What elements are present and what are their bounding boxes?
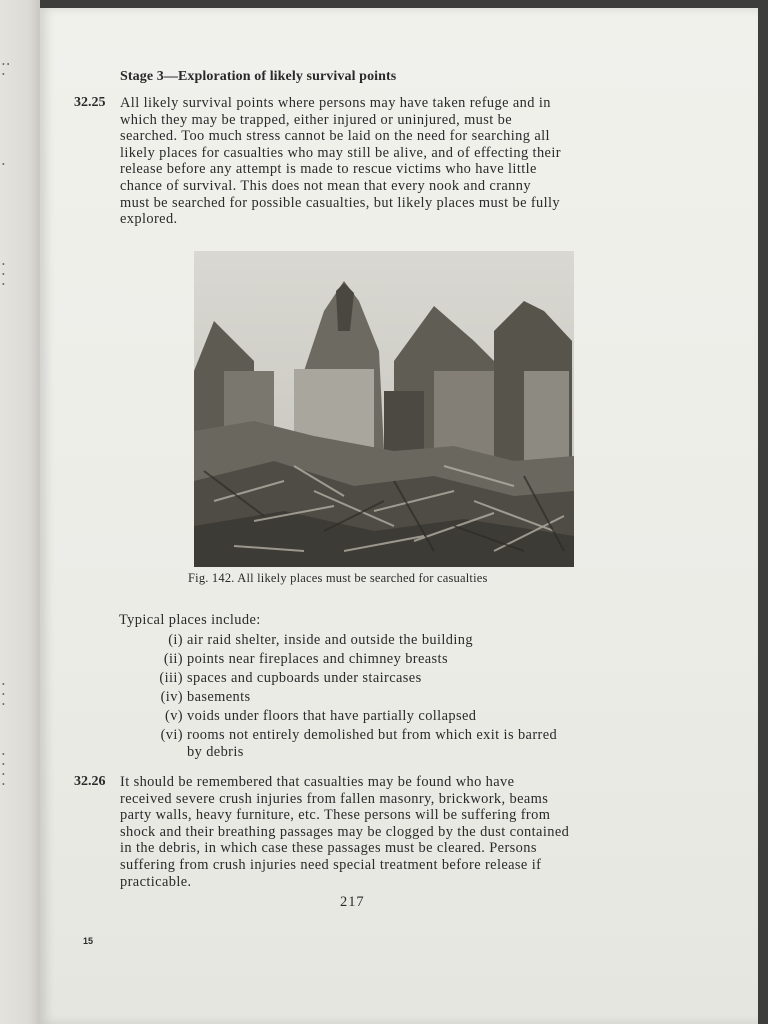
paragraph-line: which they may be trapped, either injured or uninjured, must be (120, 111, 513, 128)
paragraph-line: All likely survival points where persons may have taken refuge and in (120, 95, 551, 111)
facing-page-bleed-text: • • • • (2, 750, 5, 789)
list-item-text-continued: by debris (187, 744, 244, 760)
book-page (40, 8, 758, 1024)
paragraph-line: likely places for casualties who may still be alive, and of effecting their (120, 144, 561, 161)
list-item (145, 632, 655, 651)
list-item (145, 708, 655, 727)
list-item-number: (ii) (163, 651, 183, 667)
list-item-number: (iii) (159, 670, 183, 686)
list-item-number: (vi) (160, 727, 183, 743)
bomb-damage-photo (194, 251, 574, 567)
list-item-text: basements (187, 689, 251, 705)
list-item-number: (i) (168, 632, 183, 648)
facing-page-bleed-text: • • • (2, 60, 10, 79)
section-heading: Stage 3—Exploration of likely survival points (120, 69, 397, 84)
facing-page-edge (0, 0, 40, 1024)
paragraph-line: received severe crush injuries from fallen masonry, brickwork, beams (120, 790, 549, 807)
list-item-number: (iv) (160, 689, 183, 705)
facing-page-bleed-text: • • • (2, 680, 5, 709)
list-item-text: voids under floors that have partially collapsed (187, 708, 477, 724)
list-item (145, 727, 655, 765)
figure-photograph (194, 251, 574, 567)
paragraph-number: 32.25 (74, 95, 106, 110)
paragraph-32-25 (120, 95, 661, 228)
list-item-text: air raid shelter, inside and outside the building (187, 632, 473, 648)
paragraph-line: chance of survival. This does not mean that every nook and cranny (120, 177, 531, 194)
paragraph-line: must be searched for possible casualties, but likely places must be fully (120, 194, 561, 211)
paragraph-line: practicable. (120, 873, 192, 890)
list-item-text: spaces and cupboards under staircases (187, 670, 422, 686)
list-intro: Typical places include: (119, 612, 261, 628)
paragraph-line: in the debris, in which case these passages must be cleared. Persons (120, 840, 537, 857)
paragraph-number: 32.26 (74, 774, 106, 789)
paragraph-line: It should be remembered that casualties may be found who have (120, 774, 515, 790)
facing-page-bleed-text: • (2, 160, 5, 169)
paragraph-line: shock and their breathing passages may be clogged by the dust contained (120, 823, 570, 840)
facing-page-bleed-text: • • • (2, 260, 5, 289)
list-item (145, 689, 655, 708)
places-list (145, 632, 655, 765)
page-number: 217 (340, 894, 365, 910)
paragraph-line: release before any attempt is made to rescue victims who have little (120, 161, 537, 178)
signature-mark: 15 (83, 936, 94, 946)
paragraph-line: suffering from crush injuries need special treatment before release if (120, 856, 542, 873)
list-item (145, 670, 655, 689)
paragraph-line: searched. Too much stress cannot be laid on the need for searching all (120, 128, 550, 145)
list-item-number: (v) (165, 708, 183, 724)
list-item-text: rooms not entirely demolished but from which exit is barred (187, 727, 558, 743)
figure-caption: Fig. 142. All likely places must be searched for casualties (188, 571, 488, 585)
paragraph-line: party walls, heavy furniture, etc. These persons will be suffering from (120, 807, 551, 824)
paragraph-line: explored. (120, 211, 178, 228)
list-item-text: points near fireplaces and chimney breasts (187, 651, 448, 667)
paragraph-32-26 (120, 774, 653, 890)
list-item (145, 651, 655, 670)
